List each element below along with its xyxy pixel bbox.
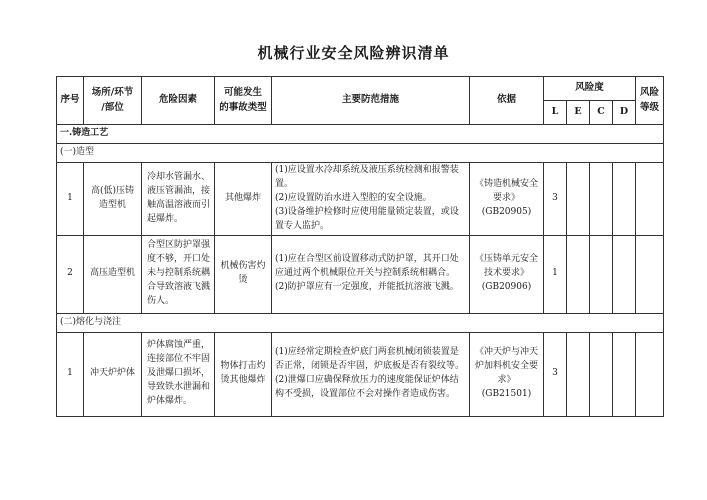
measure-item: (1)应在合型区前设置移动式防护罩，其开口处应通过两个机械限位开关与控制系统相耦合。 xyxy=(275,254,459,279)
subsection-title: (一)造型 xyxy=(57,144,664,163)
row-seq: 1 xyxy=(57,163,84,236)
subsection-row xyxy=(57,144,664,163)
measure-item: (2)应设置防治水进入型腔的安全设施。 xyxy=(275,192,432,203)
row-place: 高压造型机 xyxy=(84,235,142,313)
row-accident: 机械伤害灼烫 xyxy=(215,235,272,313)
risk-table xyxy=(56,76,664,417)
row-L: 1 xyxy=(544,235,567,313)
header-accident-line1: 可能发生 xyxy=(223,86,262,98)
table-row xyxy=(57,163,664,236)
row-D xyxy=(613,332,636,416)
header-level-line2: 等级 xyxy=(640,101,660,113)
header-hazard: 危险因素 xyxy=(142,77,215,125)
table-row xyxy=(57,235,664,313)
row-place: 高(低)压铸造型机 xyxy=(84,163,142,236)
row-basis: 《压铸单元安全技术要求》(GB20906) xyxy=(470,235,544,313)
row-L: 3 xyxy=(544,163,567,236)
measure-item: (1)应设置水冷却系统及液压系统检测和报警装置。 xyxy=(275,165,459,189)
header-E: E xyxy=(567,101,590,125)
measure-item: (2)防护罩应有一定强度，并能抵抗溶液飞溅。 xyxy=(275,282,459,293)
table-row xyxy=(57,332,664,416)
header-accident xyxy=(215,77,272,125)
row-accident: 物体打击灼烫其他爆炸 xyxy=(215,332,272,416)
header-place xyxy=(84,77,142,125)
row-hazard: 炉体腐蚀严重，连接部位不牢固及泄爆口损坏，导致铁水泄漏和炉体爆炸。 xyxy=(142,332,215,416)
header-place-line1: 场所/环节 xyxy=(91,86,134,98)
header-accident-line2: 的事故类型 xyxy=(219,101,267,113)
row-measures xyxy=(272,235,470,313)
row-level xyxy=(636,163,664,236)
row-hazard: 冷却水管漏水、液压管漏油，接触高温溶液而引起爆炸。 xyxy=(142,163,215,236)
row-measures xyxy=(272,163,470,236)
row-level xyxy=(636,235,664,313)
header-basis: 依据 xyxy=(470,77,544,125)
subsection-title: (二)熔化与浇注 xyxy=(57,313,664,332)
row-C xyxy=(590,235,613,313)
row-seq: 2 xyxy=(57,235,84,313)
header-place-line2: /部位 xyxy=(101,101,124,113)
header-D: D xyxy=(613,101,636,125)
subsection-row xyxy=(57,313,664,332)
header-C: C xyxy=(590,101,613,125)
row-E xyxy=(567,163,590,236)
header-seq: 序号 xyxy=(57,77,84,125)
row-basis: 《铸造机械安全要求》(GB20905) xyxy=(470,163,544,236)
row-C xyxy=(590,163,613,236)
header-risk-level xyxy=(636,77,664,125)
measure-item: (3)设备维护检修时应使用能量锁定装置，或设置专人监护。 xyxy=(275,206,459,231)
row-L: 3 xyxy=(544,332,567,416)
measure-item: (1)应经常定期检查炉底门两套机械闭锁装置是否正常，闭锁是否牢固，炉底板是否有裂纹等。 xyxy=(275,347,465,372)
header-risk-degree: 风险度 xyxy=(544,77,636,101)
header-measures: 主要防范措施 xyxy=(272,77,470,125)
row-D xyxy=(613,163,636,236)
document-title: 机械行业安全风险辨识清单 xyxy=(257,44,450,62)
row-E xyxy=(567,235,590,313)
section-row xyxy=(57,125,664,144)
row-accident: 其他爆炸 xyxy=(215,163,272,236)
measure-item: (2)泄爆口应确保释放压力的速度能保证炉体结构不受损，设置部位不会对操作者造成伤害。 xyxy=(275,375,459,400)
row-hazard: 合型区防护罩强度不够，开口处未与控制系统耦合导致溶液飞溅伤人。 xyxy=(142,235,215,313)
row-C xyxy=(590,332,613,416)
section-title: 一.铸造工艺 xyxy=(57,125,664,144)
row-measures xyxy=(272,332,470,416)
row-E xyxy=(567,332,590,416)
row-D xyxy=(613,235,636,313)
header-level-line1: 风险 xyxy=(640,86,660,98)
row-place: 冲天炉炉体 xyxy=(84,332,142,416)
header-L: L xyxy=(544,101,567,125)
header-row-1 xyxy=(57,77,664,101)
row-seq: 1 xyxy=(57,332,84,416)
row-level xyxy=(636,332,664,416)
row-basis: 《冲天炉与冲天炉加料机安全要求》(GB21501) xyxy=(470,332,544,416)
